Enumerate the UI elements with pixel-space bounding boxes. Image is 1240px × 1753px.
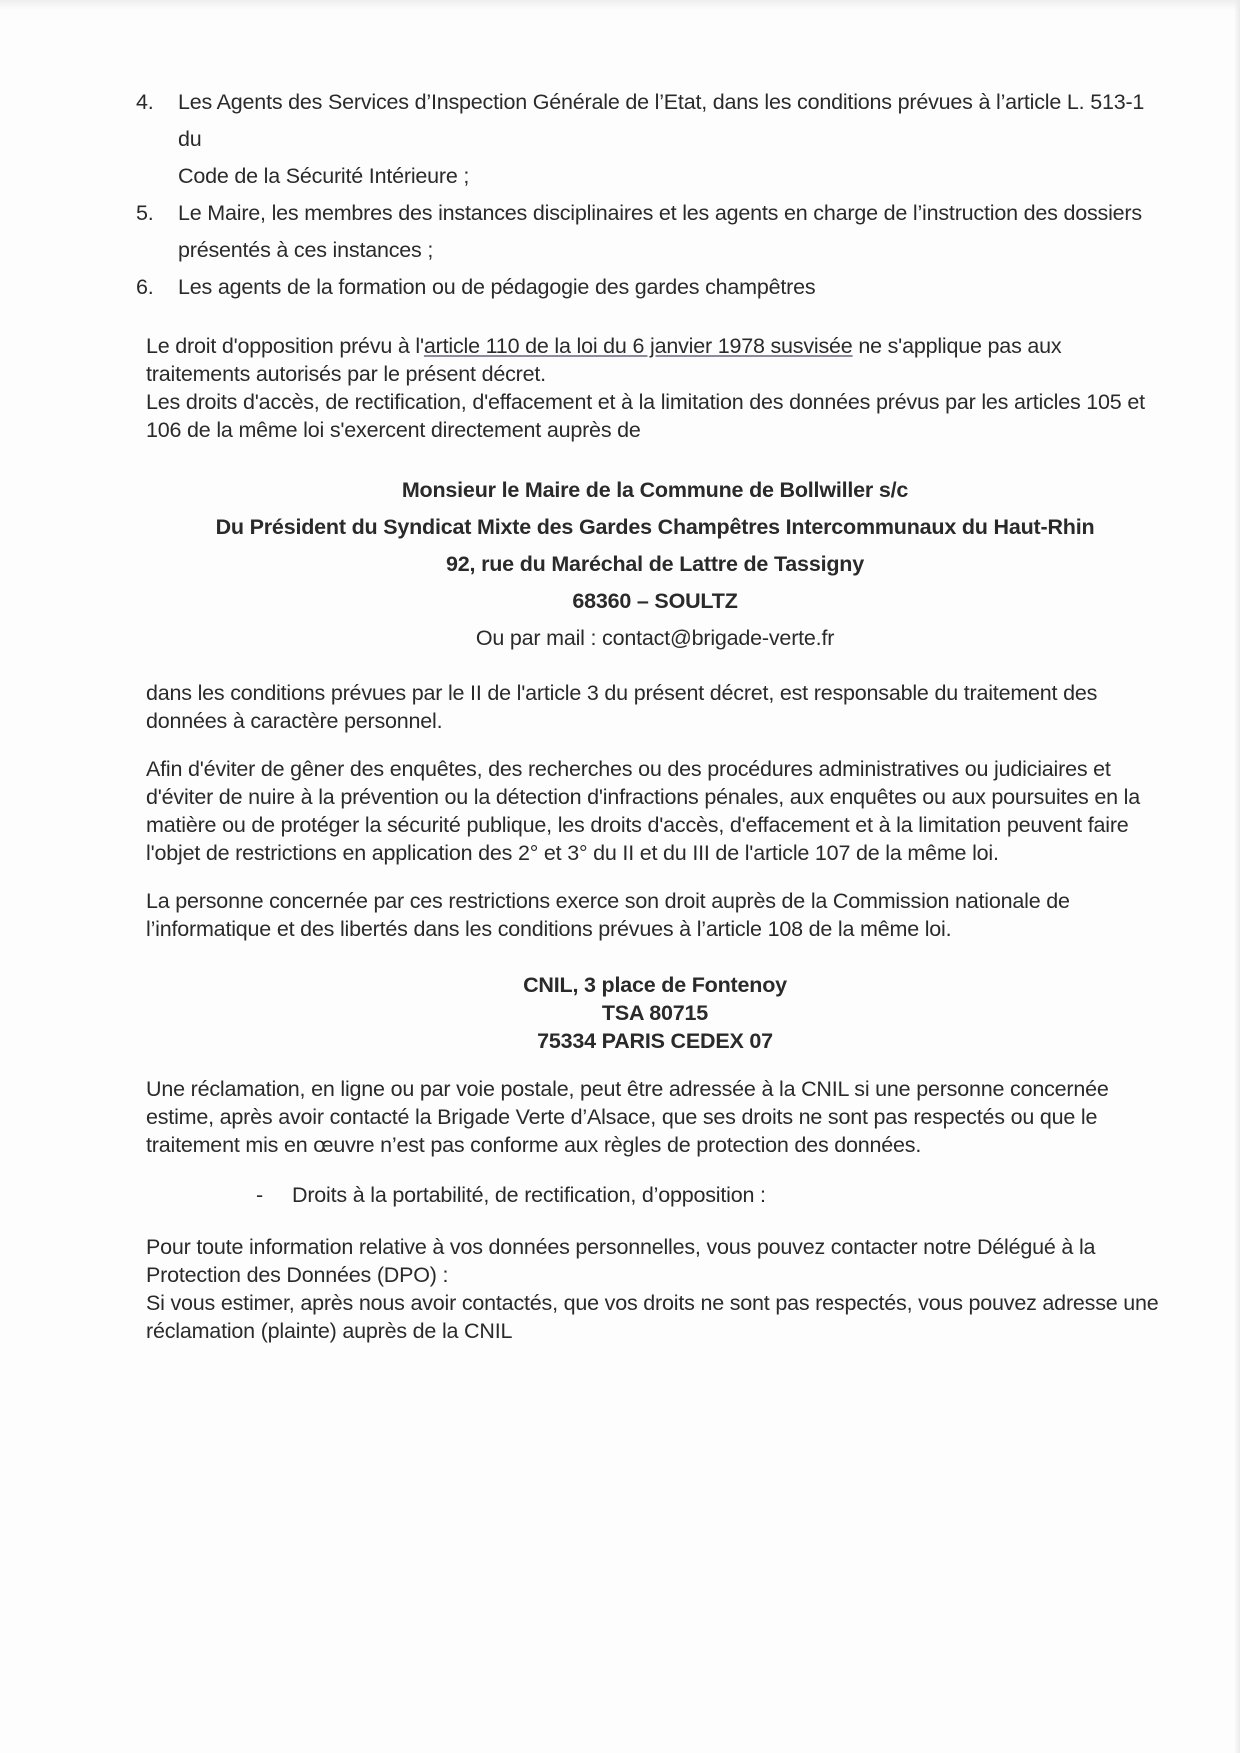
numbered-list bbox=[136, 84, 1164, 306]
list-item-text: Le Maire, les membres des instances disciplinaires et les agents en charge de l’instruction des dossiers bbox=[178, 201, 1142, 225]
list-item-text: Les agents de la formation ou de pédagogie des gardes champêtres bbox=[178, 275, 816, 299]
list-item-number: 4. bbox=[136, 90, 154, 114]
list-item-text: Les Agents des Services d’Inspection Générale de l’Etat, dans les conditions prévues à l’article L. 513-1 du bbox=[178, 90, 1145, 151]
cnil-address-block bbox=[146, 971, 1164, 1055]
paragraph-responsible: dans les conditions prévues par le II de l'article 3 du présent décret, est responsable du traitement des données à caractère personnel. bbox=[146, 681, 1098, 733]
address-line-street: 92, rue du Maréchal de Lattre de Tassigny bbox=[446, 552, 864, 576]
list-item-text-continued: présentés à ces instances ; bbox=[178, 238, 434, 262]
address-line-email: Ou par mail : contact@brigade-verte.fr bbox=[475, 626, 835, 650]
cnil-address-line-1: CNIL, 3 place de Fontenoy bbox=[523, 973, 787, 997]
scan-edge-right bbox=[1234, 0, 1240, 1753]
address-line-president: Du Président du Syndicat Mixte des Gardes Champêtres Intercommunaux du Haut-Rhin bbox=[215, 515, 1095, 539]
list-item bbox=[136, 84, 1164, 195]
cnil-address-line-2: TSA 80715 bbox=[601, 1001, 709, 1025]
paragraph-dpo: Pour toute information relative à vos données personnelles, vous pouvez contacter notre Délégué à la Protection des Données (DPO) : bbox=[146, 1235, 1096, 1287]
paragraph-final: Si vous estimer, après nous avoir contactés, que vos droits ne sont pas respectés, vous pouvez adresse une réclamation (plainte) auprès de la CNIL bbox=[146, 1291, 1159, 1343]
law-article-reference: article 110 de la loi du 6 janvier 1978 susvisée bbox=[423, 334, 853, 358]
cnil-address-line-3: 75334 PARIS CEDEX 07 bbox=[537, 1029, 773, 1053]
dash-bullet: - bbox=[256, 1183, 263, 1207]
address-line-city: 68360 – SOULTZ bbox=[572, 589, 738, 613]
list-item bbox=[136, 269, 1164, 306]
document-body bbox=[136, 84, 1164, 1345]
scan-edge-top bbox=[0, 0, 1240, 10]
paragraph-restrictions: Afin d'éviter de gêner des enquêtes, des recherches ou des procédures administratives ou judiciaires et d'éviter de nuire à la prévention ou la détection d'infractions pénales, aux enquêtes ou aux poursuites en la matière ou de protéger la sécurité publique, les droits d'accès, d'effacement et à la limitation peuvent faire l'objet de restrictions en application des 2° et 3° du II et du III de l'article 107 de la même loi. bbox=[146, 757, 1141, 865]
list-item-number: 5. bbox=[136, 201, 154, 225]
responsible-address-block bbox=[146, 472, 1164, 657]
dash-list-item bbox=[146, 1181, 1164, 1209]
opposition-text-after: ne s'applique pas aux traitements autorisés par le présent décret. bbox=[146, 334, 1062, 386]
opposition-text-before: Le droit d'opposition prévu à l' bbox=[146, 334, 424, 358]
list-item-text-continued: Code de la Sécurité Intérieure ; bbox=[178, 164, 470, 188]
list-item bbox=[136, 195, 1164, 269]
paragraph-complaint: Une réclamation, en ligne ou par voie postale, peut être adressée à la CNIL si une personne concernée estime, après avoir contacté la Brigade Verte d’Alsace, que ses droits ne sont pas respectés ou que le traitement mis en œuvre n’est pas conforme aux règles de protection des données. bbox=[146, 1077, 1109, 1157]
address-line-mayor: Monsieur le Maire de la Commune de Bollwiller s/c bbox=[401, 478, 909, 502]
list-item-number: 6. bbox=[136, 275, 154, 299]
dash-list-item-text: Droits à la portabilité, de rectification, d’opposition : bbox=[292, 1183, 766, 1207]
paragraph-opposition bbox=[146, 332, 1164, 388]
paragraph-concerned-person: La personne concernée par ces restrictions exerce son droit auprès de la Commission nationale de l’informatique et des libertés dans les conditions prévues à l’article 108 de la même loi. bbox=[146, 889, 1070, 941]
paragraph-rights: Les droits d'accès, de rectification, d'effacement et à la limitation des données prévus par les articles 105 et 106 de la même loi s'exercent directement auprès de bbox=[146, 390, 1145, 442]
